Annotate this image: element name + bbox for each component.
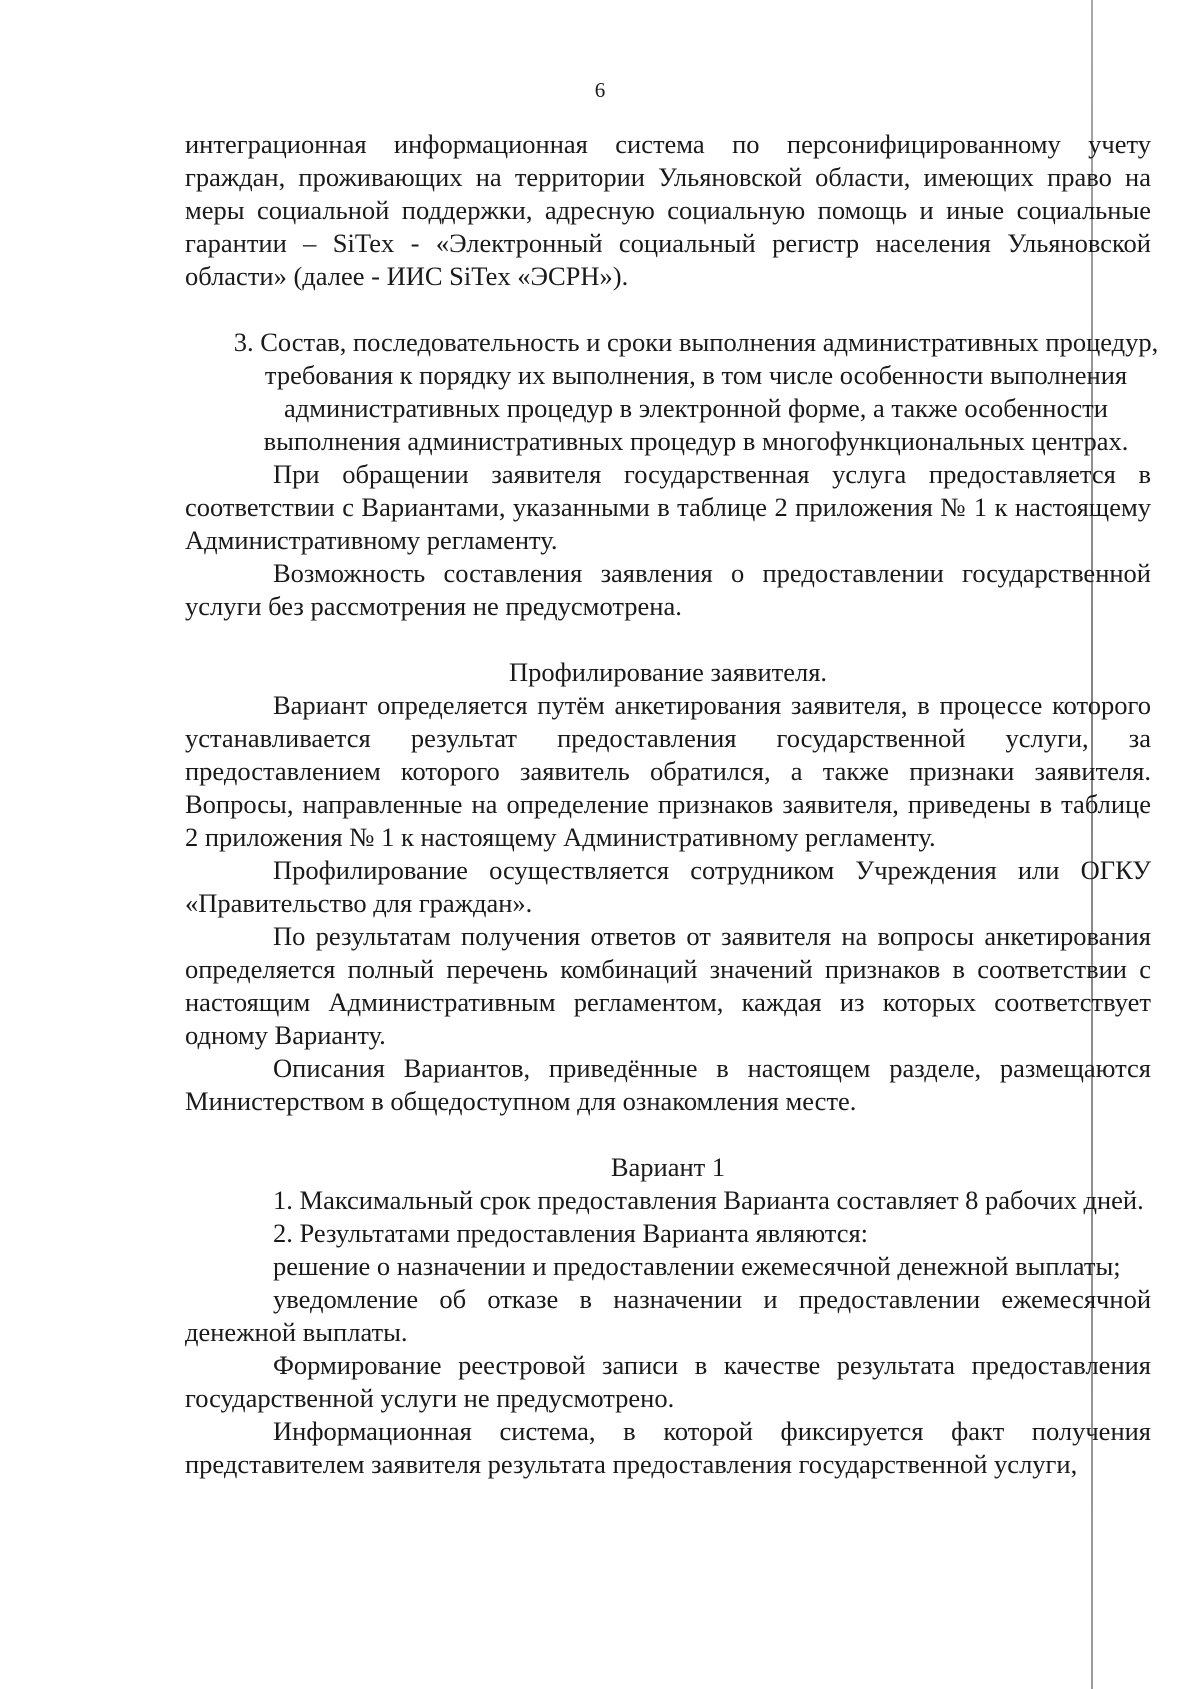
paragraph-results-intro: 2. Результатами предоставления Варианта являются: — [273, 1218, 869, 1248]
paragraph-registry-record: Формирование реестровой записи в качестве результата предоставления государственной услуги не предусмотрено. — [185, 1350, 1151, 1413]
paragraph-result-refusal: уведомление об отказе в назначении и предоставлении ежемесячной денежной выплаты. — [185, 1284, 1151, 1347]
paragraph-variant-determination: Вариант определяется путём анкетирования заявителя, в процессе которого устанавливается результат предоставления государственной услуги, за предоставлением которого заявитель обратился, а также признаки заявителя. Вопросы, направленные на определение признаков заявителя, приведены в таблице 2 приложения № 1 к настоящему Административному регламенту. — [185, 690, 1151, 852]
section-3-heading: 3. Состав, последовательность и сроки выполнения административных процедур, требования к порядку их выполнения, в том числе особенности выполнения административных процедур в электронной форме, а также особенности выполнения административных процедур в многофункциональных центрах. — [233, 327, 1159, 456]
paragraph-max-term: 1. Максимальный срок предоставления Варианта составляет 8 рабочих дней. — [273, 1185, 1144, 1215]
page-number: 6 — [594, 78, 606, 102]
paragraph-information-system: Информационная система, в которой фиксируется факт получения представителем заявителя результата предоставления государственной услуги, — [185, 1416, 1151, 1479]
profiling-heading: Профилирование заявителя. — [508, 657, 828, 687]
paragraph-iis-sitex: интеграционная информационная система по персонифицированному учету граждан, проживающих на территории Ульяновской области, имеющих право на меры социальной поддержки, адресную социальную помощь и иные социальные гарантии – SiTex - «Электронный социальный регистр населения Ульяновской области» (далее - ИИС SiTex «ЭСРН»). — [185, 129, 1151, 291]
paragraph-result-decision: решение о назначении и предоставлении ежемесячной денежной выплаты; — [273, 1251, 1121, 1281]
document-body — [185, 128, 1159, 1481]
paragraph-questionnaire-results: По результатам получения ответов от заявителя на вопросы анкетирования определяется полный перечень комбинаций значений признаков в соответствии с настоящим Административным регламентом, каждая из которых соответствует одному Варианту. — [185, 921, 1151, 1050]
paragraph-variants: При обращении заявителя государственная услуга предоставляется в соответствии с Вариантами, указанными в таблице 2 приложения № 1 к настоящему Административному регламенту. — [185, 459, 1151, 555]
variant-1-heading: Вариант 1 — [610, 1152, 726, 1182]
paragraph-profiling-staff: Профилирование осуществляется сотрудником Учреждения или ОГКУ «Правительство для граждан». — [185, 855, 1151, 918]
paragraph-variant-descriptions: Описания Вариантов, приведённые в настоящем разделе, размещаются Министерством в общедоступном для ознакомления месте. — [185, 1053, 1151, 1116]
paragraph-no-consideration: Возможность составления заявления о предоставлении государственной услуги без рассмотрения не предусмотрена. — [185, 558, 1151, 621]
